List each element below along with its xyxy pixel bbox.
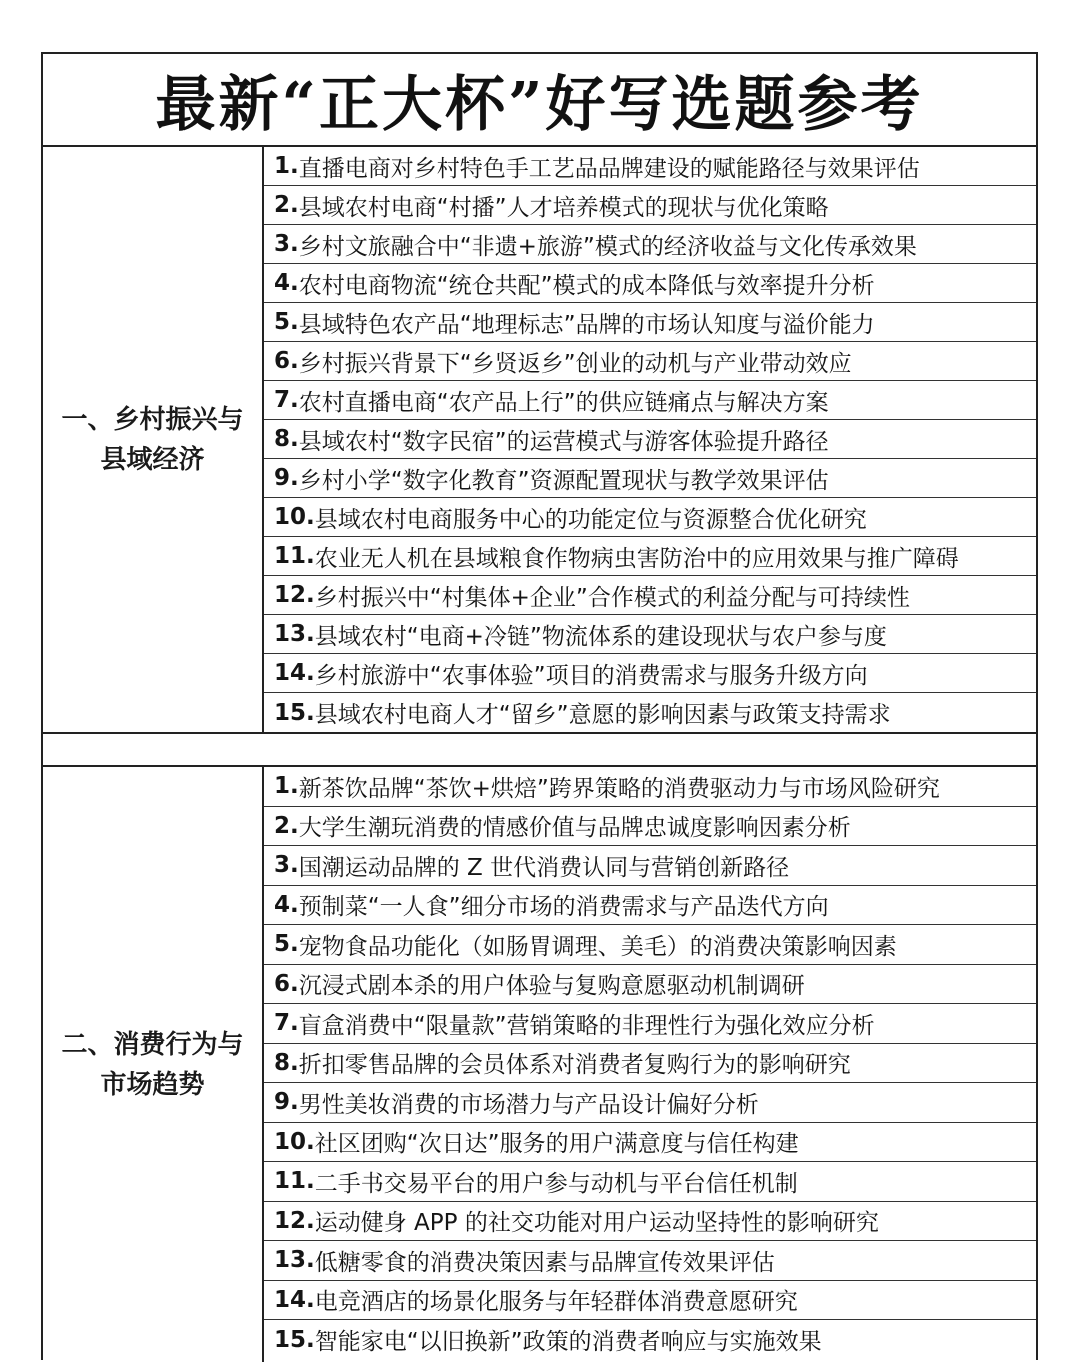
topic-text: 直播电商对乡村特色手工艺品品牌建设的赋能路径与效果评估: [298, 155, 920, 182]
topic-row: [264, 264, 1036, 303]
topic-row: [264, 420, 1036, 459]
topic-row: [264, 1123, 1036, 1163]
topic-row: [264, 225, 1036, 264]
topic-number: 9.: [274, 465, 299, 491]
topic-text: 新茶饮品牌“茶饮+烘焙”跨界策略的消费驱动力与市场风险研究: [298, 775, 940, 802]
topic-row: [264, 147, 1036, 186]
topic-number: 9.: [274, 1089, 299, 1116]
topic-number: 1.: [274, 773, 299, 800]
topic-row: [264, 576, 1036, 615]
topic-row: [264, 1241, 1036, 1281]
topic-row: [264, 807, 1036, 847]
topic-row: [264, 846, 1036, 886]
topic-text: 盲盒消费中“限量款”营销策略的非理性行为强化效应分析: [298, 1012, 875, 1039]
topic-number: 10.: [274, 1128, 315, 1155]
topic-number: 12.: [274, 1207, 315, 1234]
topic-text: 农业无人机在县域粮食作物病虫害防治中的应用效果与推广障碍: [314, 545, 959, 572]
topic-text: 运动健身 APP 的社交功能对用户运动坚持性的影响研究: [314, 1210, 879, 1237]
topic-number: 5.: [274, 309, 299, 335]
topic-number: 10.: [274, 504, 315, 530]
topic-number: 4.: [274, 891, 299, 918]
topic-text: 预制菜“一人食”细分市场的消费需求与产品迭代方向: [298, 894, 829, 921]
topic-list: [264, 147, 1036, 732]
topic-text: 县域农村“数字民宿”的运营模式与游客体验提升路径: [298, 428, 829, 455]
topic-number: 2.: [274, 812, 299, 839]
topic-text: 县域农村电商“村播”人才培养模式的现状与优化策略: [298, 194, 829, 221]
topic-number: 8.: [274, 1049, 299, 1076]
topic-row: [264, 459, 1036, 498]
topic-text: 县域农村电商人才“留乡”意愿的影响因素与政策支持需求: [314, 702, 891, 728]
section-consumer-behavior: [43, 767, 1036, 1362]
topic-text: 乡村小学“数字化教育”资源配置现状与教学效果评估: [298, 467, 829, 494]
category-label: [43, 767, 264, 1362]
category-line-2: 市场趋势: [100, 1069, 205, 1100]
topic-text: 县域特色农产品“地理标志”品牌的市场认知度与溢价能力: [298, 311, 875, 338]
topic-text: 农村电商物流“统仓共配”模式的成本降低与效率提升分析: [298, 272, 875, 299]
topic-number: 7.: [274, 387, 299, 413]
topic-row: [264, 693, 1036, 732]
topic-text: 农村直播电商“农产品上行”的供应链痛点与解决方案: [298, 389, 829, 416]
topic-number: 2.: [274, 192, 299, 218]
topic-text: 男性美妆消费的市场潜力与产品设计偏好分析: [298, 1091, 759, 1118]
topic-number: 11.: [274, 1168, 315, 1195]
topic-row: [264, 1004, 1036, 1044]
topic-text: 宠物食品功能化（如肠胃调理、美毛）的消费决策影响因素: [298, 933, 897, 960]
topic-number: 13.: [274, 621, 315, 647]
topic-number: 6.: [274, 970, 299, 997]
topic-row: [264, 1083, 1036, 1123]
topic-row: [264, 186, 1036, 225]
topic-text: 低糖零食的消费决策因素与品牌宣传效果评估: [314, 1249, 775, 1276]
topic-row: [264, 965, 1036, 1005]
topic-text: 二手书交易平台的用户参与动机与平台信任机制: [314, 1170, 798, 1197]
topic-row: [264, 498, 1036, 537]
topic-number: 15.: [274, 699, 315, 726]
topic-text: 乡村旅游中“农事体验”项目的消费需求与服务升级方向: [314, 662, 868, 689]
topic-text: 国潮运动品牌的 Z 世代消费认同与营销创新路径: [298, 854, 790, 881]
topic-row: [264, 381, 1036, 420]
topic-number: 7.: [274, 1010, 299, 1037]
topic-number: 14.: [274, 1286, 315, 1313]
topic-number: 3.: [274, 231, 299, 257]
topic-row: [264, 1281, 1036, 1321]
topic-number: 12.: [274, 582, 315, 608]
topic-text: 乡村文旅融合中“非遗+旅游”模式的经济收益与文化传承效果: [298, 233, 917, 260]
topic-row: [264, 615, 1036, 654]
topic-number: 11.: [274, 543, 315, 569]
topic-text: 大学生潮玩消费的情感价值与品牌忠诚度影响因素分析: [298, 815, 851, 842]
topic-number: 1.: [274, 153, 299, 179]
topic-row: [264, 767, 1036, 807]
topic-number: 6.: [274, 348, 299, 374]
topic-number: 5.: [274, 931, 299, 958]
topic-row: [264, 925, 1036, 965]
topic-text: 乡村振兴背景下“乡贤返乡”创业的动机与产业带动效应: [298, 350, 852, 377]
topic-text: 折扣零售品牌的会员体系对消费者复购行为的影响研究: [298, 1052, 851, 1079]
topic-list: [264, 767, 1036, 1360]
topic-text: 乡村振兴中“村集体+企业”合作模式的利益分配与可持续性: [314, 584, 910, 611]
topic-number: 4.: [274, 270, 299, 296]
topic-row: [264, 1202, 1036, 1242]
topic-number: 14.: [274, 660, 315, 686]
topic-row: [264, 1162, 1036, 1202]
topic-row: [264, 654, 1036, 693]
section-rural-revitalization: [43, 147, 1036, 734]
topic-number: 15.: [274, 1326, 315, 1353]
topic-number: 8.: [274, 426, 299, 452]
page-title: 最新“正大杯”好写选题参考: [43, 54, 1036, 147]
topic-text: 智能家电“以旧换新”政策的消费者响应与实施效果: [314, 1329, 822, 1356]
section-divider: [43, 734, 1036, 767]
topic-row: [264, 342, 1036, 381]
topic-text: 社区团购“次日达”服务的用户满意度与信任构建: [314, 1131, 799, 1158]
topic-row: [264, 886, 1036, 926]
topic-text: 县域农村电商服务中心的功能定位与资源整合优化研究: [314, 506, 867, 533]
topic-text: 电竞酒店的场景化服务与年轻群体消费意愿研究: [314, 1289, 798, 1316]
category-line-1: 二、消费行为与: [61, 1029, 244, 1060]
category-label: [43, 147, 264, 732]
topic-row: [264, 1044, 1036, 1084]
topic-row: [264, 303, 1036, 342]
topic-number: 3.: [274, 852, 299, 879]
topic-text: 县域农村“电商+冷链”物流体系的建设现状与农户参与度: [314, 623, 887, 650]
topics-sheet: [41, 52, 1038, 1360]
topic-text: 沉浸式剧本杀的用户体验与复购意愿驱动机制调研: [298, 973, 805, 1000]
topic-row: [264, 537, 1036, 576]
category-line-2: 县域经济: [100, 444, 205, 475]
topic-number: 13.: [274, 1247, 315, 1274]
topic-row: [264, 1320, 1036, 1360]
category-line-1: 一、乡村振兴与: [61, 404, 244, 435]
